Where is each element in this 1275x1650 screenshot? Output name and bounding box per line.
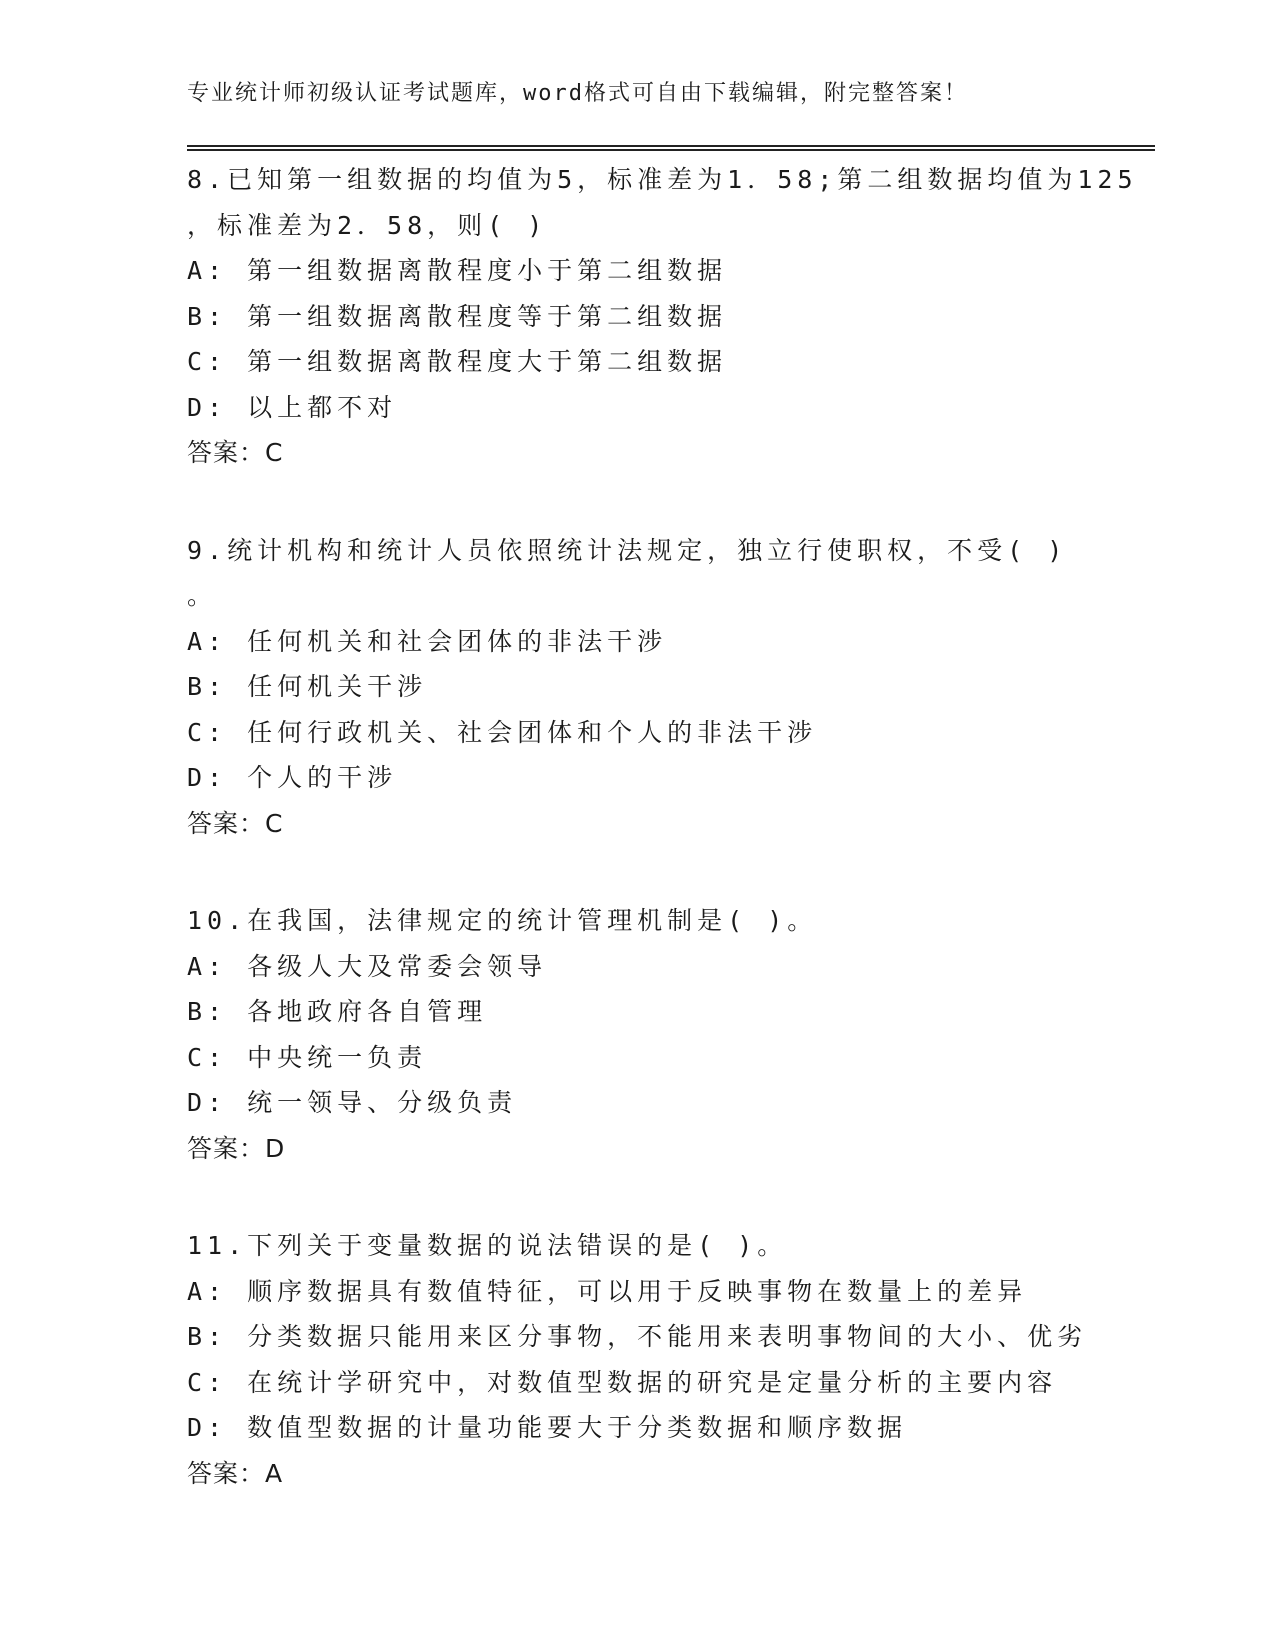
option-d: D: 数值型数据的计量功能要大于分类数据和顺序数据 [187, 1413, 908, 1442]
question-stem: ，标准差为2．58，则( ) [187, 210, 548, 240]
option-a: A: 顺序数据具有数值特征，可以用于反映事物在数量上的差异 [187, 1276, 1028, 1306]
option-a: A: 第一组数据离散程度小于第二组数据 [187, 256, 728, 285]
question-list [187, 157, 1138, 1548]
question-8 [187, 157, 1138, 476]
option-d: D: 个人的干涉 [187, 763, 398, 792]
answer: 答案：C [187, 808, 284, 838]
answer: 答案：D [187, 1133, 286, 1163]
option-d: D: 以上都不对 [187, 392, 398, 422]
option-b: B: 第一组数据离散程度等于第二组数据 [187, 301, 728, 331]
answer: 答案：A [187, 1458, 284, 1488]
question-9 [187, 528, 1087, 847]
question-11 [187, 1223, 1087, 1496]
option-d: D: 统一领导、分级负责 [187, 1088, 518, 1117]
option-b: B: 任何机关干涉 [187, 672, 428, 701]
option-b: B: 分类数据只能用来区分事物，不能用来表明事物间的大小、优劣 [187, 1322, 1088, 1351]
question-stem: 9.统计机构和统计人员依照统计法规定，独立行使职权，不受( ) [187, 535, 1068, 565]
option-c: C: 第一组数据离散程度大于第二组数据 [187, 347, 728, 376]
question-stem: 8.已知第一组数据的均值为5，标准差为1．58;第二组数据均值为125 [187, 165, 1138, 194]
option-c: C: 在统计学研究中，对数值型数据的研究是定量分析的主要内容 [187, 1367, 1058, 1397]
question-stem: 10.在我国，法律规定的统计管理机制是( )。 [187, 906, 818, 935]
question-stem: 11.下列关于变量数据的说法错误的是( )。 [187, 1231, 788, 1260]
option-a: A: 任何机关和社会团体的非法干涉 [187, 626, 668, 656]
option-c: C: 中央统一负责 [187, 1042, 428, 1072]
option-c: C: 任何行政机关、社会团体和个人的非法干涉 [187, 717, 818, 747]
answer: 答案：C [187, 438, 284, 467]
question-10 [187, 898, 1087, 1171]
question-stem: 。 [187, 581, 218, 610]
option-a: A: 各级人大及常委会领导 [187, 951, 548, 981]
page-header: 专业统计师初级认证考试题库，word格式可自由下载编辑，附完整答案！ [187, 81, 968, 106]
header-divider [187, 145, 1155, 151]
option-b: B: 各地政府各自管理 [187, 997, 488, 1026]
